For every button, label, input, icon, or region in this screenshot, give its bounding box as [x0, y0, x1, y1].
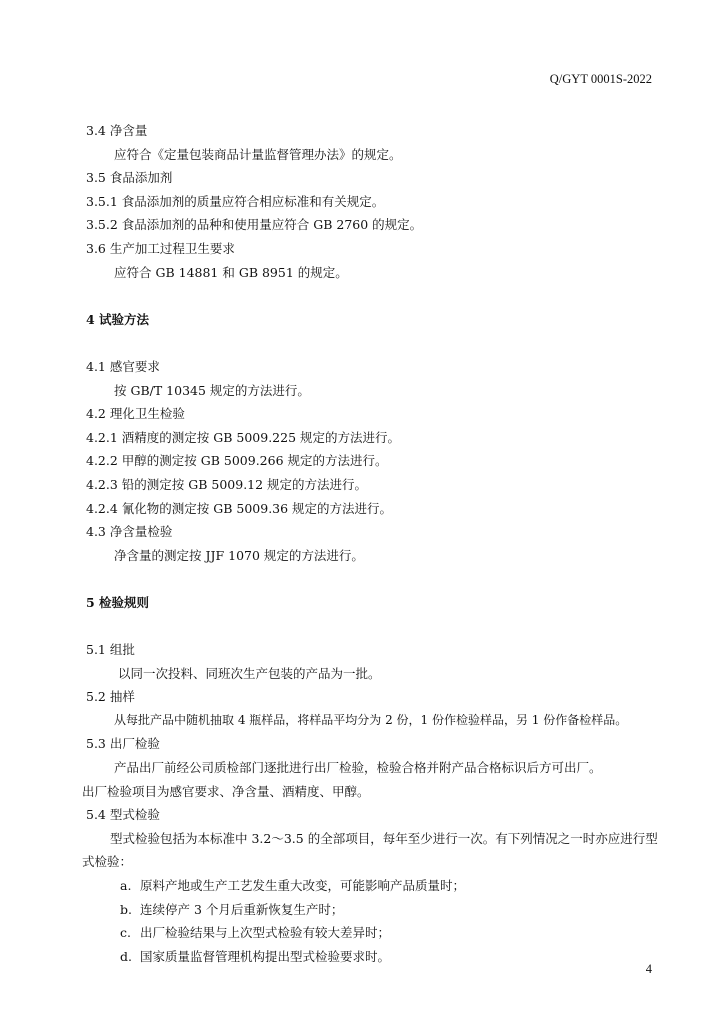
list-item-text: 国家质量监督管理机构提出型式检验要求时。 — [140, 948, 391, 964]
clause-3-5-1: 3.5.1 食品添加剂的质量应符合相应标准和有关规定。 — [86, 193, 385, 209]
clause-5-3-heading: 5.3 出厂检验 — [86, 736, 160, 752]
document-code: Q/GYT 0001S-2022 — [549, 72, 652, 86]
clause-5-2-heading: 5.2 抽样 — [86, 689, 135, 705]
list-item — [86, 921, 666, 945]
clause-4-2-3: 4.2.3 铅的测定按 GB 5009.12 规定的方法进行。 — [86, 476, 368, 492]
clause-4-3-heading: 4.3 净含量检验 — [86, 524, 173, 540]
clause-3-5-2: 3.5.2 食品添加剂的品种和使用量应符合 GB 2760 的规定。 — [86, 217, 423, 233]
clause-3-5-heading: 3.5 食品添加剂 — [86, 170, 173, 186]
list-item-text: 原料产地或生产工艺发生重大改变，可能影响产品质量时； — [140, 878, 466, 893]
clause-4-2-heading: 4.2 理化卫生检验 — [86, 406, 185, 422]
clause-5-1-heading: 5.1 组批 — [86, 642, 135, 658]
clause-5-2-text: 从每批产品中随机抽取 4 瓶样品，将样品平均分为 2 份，1 份作检验样品，另 1 份作备检样品。 — [114, 712, 628, 727]
clause-5-4-text: 型式检验包括为本标准中 3.2～3.5 的全部项目，每年至少进行一次。有下列情况之一时亦应进行型式检验： — [82, 830, 658, 870]
list-item — [86, 898, 666, 922]
list-marker: b. — [120, 901, 132, 917]
clause-4-3-text: 净含量的测定按 JJF 1070 规定的方法进行。 — [114, 547, 364, 563]
clause-4-2-1: 4.2.1 酒精度的测定按 GB 5009.225 规定的方法进行。 — [86, 429, 401, 445]
clause-3-6-heading: 3.6 生产加工过程卫生要求 — [86, 240, 235, 256]
clause-4-2-4: 4.2.4 氰化物的测定按 GB 5009.36 规定的方法进行。 — [86, 500, 393, 516]
page-number: 4 — [645, 962, 652, 976]
clause-5-4-heading: 5.4 型式检验 — [86, 807, 160, 823]
clause-5-1-text: 以同一次投料、同班次生产包装的产品为一批。 — [118, 665, 381, 681]
list-item — [86, 945, 666, 969]
list-marker: a. — [120, 878, 132, 893]
clause-3-4-heading: 3.4 净含量 — [86, 123, 148, 138]
list-marker: d. — [120, 948, 132, 964]
list-item-text: 出厂检验结果与上次型式检验有较大差异时； — [140, 925, 391, 941]
clause-4-1-heading: 4.1 感官要求 — [86, 358, 160, 374]
section-4-heading: 4 试验方法 — [86, 311, 150, 327]
clause-3-6-text: 应符合 GB 14881 和 GB 8951 的规定。 — [114, 264, 348, 280]
clause-5-3-text: 产品出厂前经公司质检部门逐批进行出厂检验，检验合格并附产品合格标识后方可出厂。 — [114, 760, 602, 776]
clause-4-2-2: 4.2.2 甲醇的测定按 GB 5009.266 规定的方法进行。 — [86, 453, 388, 469]
list-item-text: 连续停产 3 个月后重新恢复生产时； — [140, 901, 344, 917]
clause-4-1-text: 按 GB/T 10345 规定的方法进行。 — [114, 382, 310, 398]
section-5-heading: 5 检验规则 — [86, 594, 150, 610]
clause-3-4-text: 应符合《定量包装商品计量监督管理办法》的规定。 — [114, 146, 402, 162]
clause-5-3-items: 出厂检验项目为感官要求、净含量、酒精度、甲醇。 — [82, 783, 370, 799]
list-marker: c. — [120, 925, 131, 941]
document-body — [82, 119, 666, 968]
list-item — [86, 874, 666, 898]
